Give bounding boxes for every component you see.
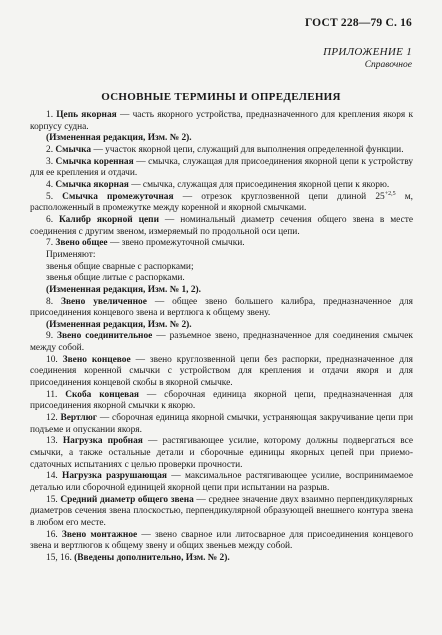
term-10: 10. Звено концевое — звено круглозвенной цепи без распорки, предназначенное для соединения коренной смычки с устройством для крепления и отдачи якоря и для присоединения концевой скобы в якорной смычке.: [30, 354, 413, 389]
appendix-label: [323, 46, 412, 72]
term-name: Звено общее: [55, 238, 108, 249]
term-name: Смычка якорная: [55, 179, 129, 190]
edit-note: (Измененная редакция, Изм. № 2).: [46, 319, 192, 330]
term-3: 3. Смычка коренная — смычка, служащая для присоединения якорной цепи к устройству для ее крепления и отдачи.: [30, 156, 414, 179]
term-6: 6. Калибр якорной цепи — номинальный диаметр сечения общего звена в месте соединения с другим звеном, измеряемый по продольной оси цепи.: [30, 214, 413, 237]
term-name: Калибр якорной цепи: [58, 214, 159, 225]
term-name: Смычка: [55, 144, 92, 155]
appendix-subtitle: Справочное: [364, 60, 412, 70]
edit-note: (Измененная редакция, Изм. № 1, 2).: [46, 284, 202, 295]
appendix-title: ПРИЛОЖЕНИЕ 1: [323, 46, 412, 58]
term-5: 5. Смычка промежуточная — отрезок круглозвенной цепи длиной $25^{+2,5}$ м, расположенный в промежутке между коренной и якорной смычками.: [30, 190, 414, 214]
terms-list: [30, 110, 413, 565]
term-13: 13. Нагрузка пробная — растягивающее усилие, которому должны подвергаться все смычки, а также остальные детали и сборочные единицы якорных цепей при приемо-сдаточных испытаниях с целью проверки прочности.: [30, 436, 414, 470]
term-name: Цепь якорная: [56, 110, 117, 120]
term-name: Звено концевое: [62, 354, 131, 365]
term-2: 2. Смычка — участок якорной цепи, служащий для выполнения определенной функции.: [46, 144, 404, 155]
term-9: 9. Звено соединительное — разъемное звено, предназначенное для соединения смычек между собой.: [30, 331, 413, 354]
term-14: 14. Нагрузка разрушающая — максимальное растягивающее усилие, воспринимаемое деталью или сборочной единицей якорной цепи при испытании на разрыв.: [30, 471, 413, 493]
term-8: 8. Звено увеличенное — общее звено большего калибра, предназначенное для присоединения концевого звена и вертлюга к общему звену.: [30, 296, 413, 319]
term-name: Звено увеличенное: [61, 296, 147, 307]
term-name: Звено соединительное: [57, 331, 153, 342]
section-title: ОСНОВНЫЕ ТЕРМИНЫ И ОПРЕДЕЛЕНИЯ: [101, 91, 341, 103]
applied-label: Применяют:: [46, 249, 96, 260]
page-header: ГОСТ 228—79 С. 16: [304, 17, 412, 29]
term-4: 4. Смычка якорная — смычка, служащая для присоединения якорной цепи к якорю.: [46, 179, 390, 190]
term-name: Нагрузка пробная: [62, 436, 143, 447]
edit-note: (Измененная редакция, Изм. № 2).: [46, 133, 192, 144]
term-name: Вертлюг: [60, 413, 98, 424]
applied-item-2: звенья общие литые с распорками.: [46, 273, 185, 284]
term-name: Смычка промежуточная: [62, 191, 174, 202]
term-12: 12. Вертлюг — сборочная единица якорной смычки, устраняющая закручивание цепи при подъеме и опускании якоря.: [30, 413, 414, 435]
final-note: 15, 16. (Введены дополнительно, Изм. № 2).: [46, 552, 230, 563]
term-15: 15. Средний диаметр общего звена — среднее значение двух взаимно перпендикулярных диаметров сечения звена плоскостью, перпендикулярной образующей внешнего контура звена в любом его месте.: [30, 494, 413, 528]
term-1: 1. Цепь якорная — часть якорного устройства, предназначенного для крепления якоря к корпусу судна.: [30, 110, 413, 132]
term-name: Смычка коренная: [55, 156, 134, 167]
term-7: 7. Звено общее — звено промежуточной смычки.: [46, 238, 245, 249]
term-name: Средний диаметр общего звена: [60, 494, 194, 505]
term-name: Нагрузка разрушающая: [62, 471, 167, 482]
term-11: 11. Скоба концевая — сборочная единица якорной цепи, предназначенная для присоединения якорной смычки к якорю.: [30, 389, 413, 412]
term-name: Звено монтажное: [61, 529, 138, 540]
term-16: 16. Звено монтажное — звено сварное или литосварное для присоединения концевого звена и вертлюгов к общему звену и общих звеньев между собой.: [30, 529, 414, 552]
term-name: Скоба концевая: [65, 389, 139, 400]
applied-item-1: звенья общие сварные с распорками;: [46, 261, 194, 272]
